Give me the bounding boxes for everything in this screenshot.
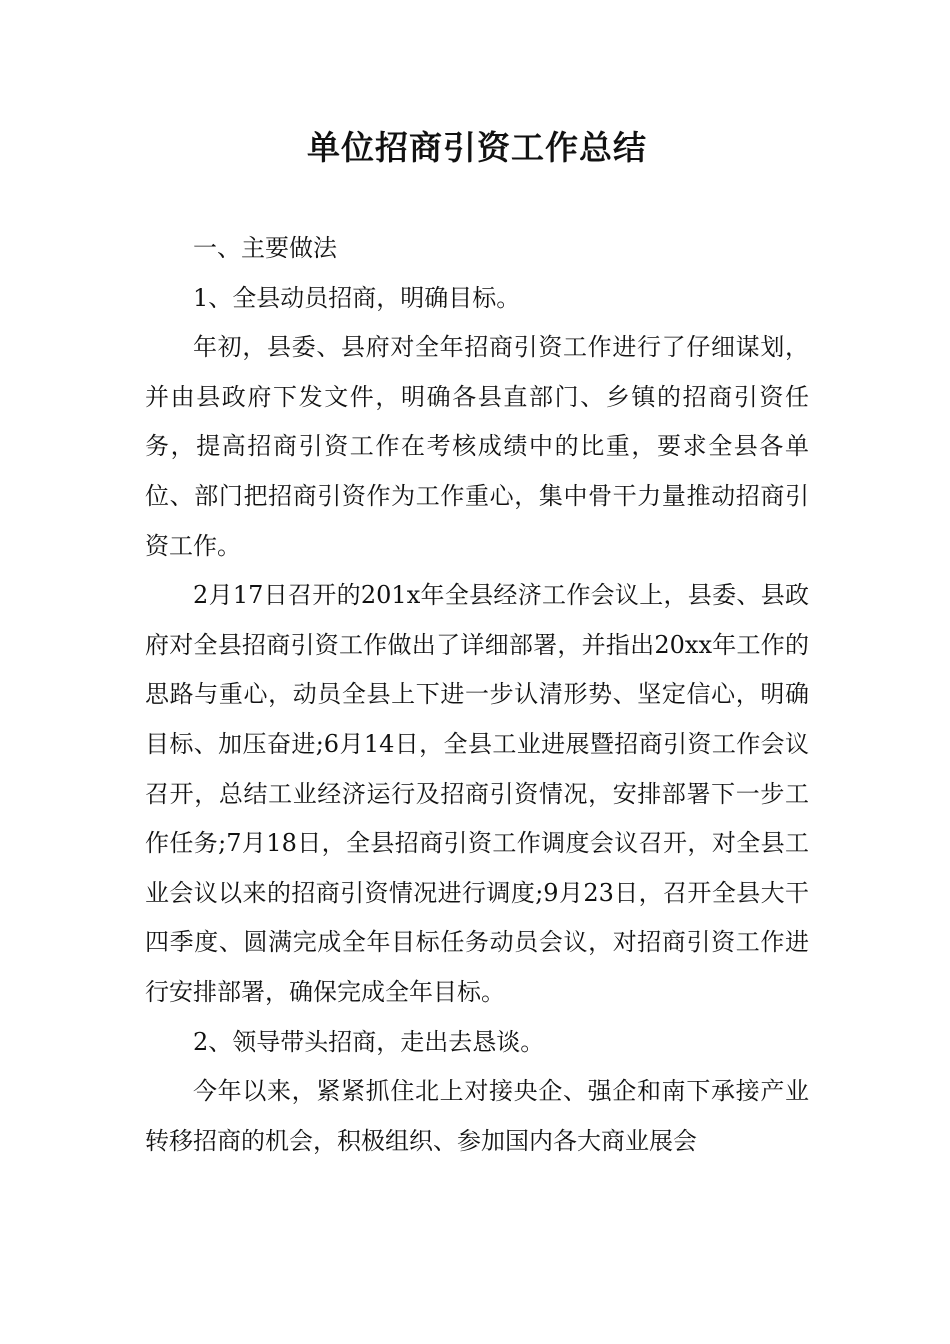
subheading-county-mobilization: 1、全县动员招商，明确目标。 [193,283,521,312]
document-body [145,224,809,1166]
section-heading-main-practices: 一、主要做法 [193,234,337,262]
paragraph-this-year: 今年以来，紧紧抓住北上对接央企、强企和南下承接产业转移招商的机会，积极组织、参加国内各大商业展会 [145,1077,809,1155]
paragraph-meetings: 2月17日召开的201x年全县经济工作会议上，县委、县政府对全县招商引资工作做出了详细部署，并指出20xx年工作的思路与重心，动员全县上下进一步认清形势、坚定信心，明确目标、加压奋进;6月14日，全县工业进展暨招商引资工作会议召开，总结工业经济运行及招商引资情况，安排部署下一步工作任务;7月18日，全县招商引资工作调度会议召开，对全县工业会议以来的招商引资情况进行调度;9月23日，召开全县大干四季度、圆满完成全年目标任务动员会议，对招商引资工作进行安排部署，确保完成全年目标。 [145,581,809,1006]
subheading-leadership-investment: 2、领导带头招商，走出去恳谈。 [193,1027,545,1056]
paragraph-annual-planning: 年初，县委、县府对全年招商引资工作进行了仔细谋划，并由县政府下发文件，明确各县直部门、乡镇的招商引资任务，提高招商引资工作在考核成绩中的比重，要求全县各单位、部门把招商引资作为工作重心，集中骨干力量推动招商引资工作。 [145,333,809,560]
document-title: 单位招商引资工作总结 [307,128,647,167]
